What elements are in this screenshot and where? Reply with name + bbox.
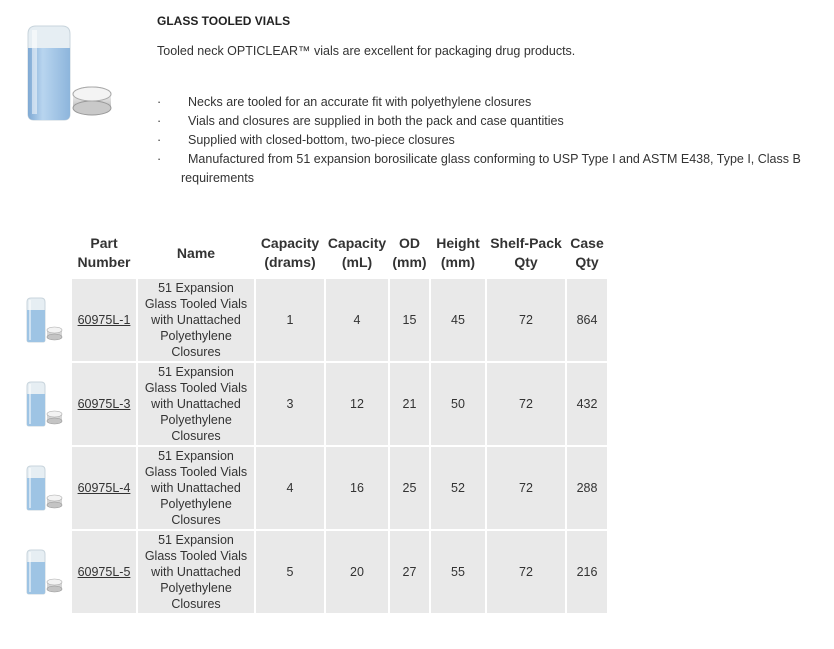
- header-case-qty: Case Qty: [570, 235, 604, 270]
- height-cell: 52: [431, 447, 485, 529]
- capacity-ml-cell: 16: [326, 447, 388, 529]
- name-cell: 51 Expansion Glass Tooled Vials with Unattached Polyethylene Closures: [138, 531, 254, 613]
- name-cell: 51 Expansion Glass Tooled Vials with Unattached Polyethylene Closures: [138, 279, 254, 361]
- case-qty-cell: 288: [567, 447, 607, 529]
- row-thumbnail: [18, 279, 70, 361]
- vial-thumbnail-icon: [24, 380, 64, 428]
- capacity-drams-cell: 1: [256, 279, 324, 361]
- height-cell: 50: [431, 363, 485, 445]
- bullet-marker: ·: [157, 95, 162, 109]
- od-cell: 15: [390, 279, 429, 361]
- od-cell: 27: [390, 531, 429, 613]
- case-qty-cell: 432: [567, 363, 607, 445]
- header-capacity-drams: Capacity (drams): [260, 235, 320, 270]
- feature-list: [157, 93, 817, 188]
- part-number-cell: [72, 531, 136, 613]
- header-shelf-pack-qty: Shelf-Pack Qty: [490, 235, 562, 270]
- height-cell: 45: [431, 279, 485, 361]
- row-thumbnail: [18, 447, 70, 529]
- bullet-marker: ·: [157, 133, 162, 147]
- vial-product-image: [22, 22, 134, 126]
- part-number-cell: [72, 363, 136, 445]
- od-cell: 25: [390, 447, 429, 529]
- capacity-ml-cell: 12: [326, 363, 388, 445]
- row-thumbnail: [18, 363, 70, 445]
- case-qty-cell: 864: [567, 279, 607, 361]
- intro-text: Tooled neck OPTICLEAR™ vials are excellent for packaging drug products.: [157, 44, 576, 58]
- row-thumbnail: [18, 531, 70, 613]
- part-number-link[interactable]: 60975L-5: [77, 565, 131, 579]
- capacity-drams-cell: 4: [256, 447, 324, 529]
- shelf-pack-qty-cell: 72: [487, 531, 565, 613]
- part-number-cell: [72, 447, 136, 529]
- part-number-link[interactable]: 60975L-4: [77, 481, 131, 495]
- header-height: Height (mm): [436, 235, 480, 270]
- capacity-drams-cell: 3: [256, 363, 324, 445]
- shelf-pack-qty-cell: 72: [487, 363, 565, 445]
- table-row: [18, 531, 607, 613]
- list-item: · Vials and closures are supplied in both the pack and case quantities: [157, 112, 817, 131]
- header-capacity-ml: Capacity (mL): [327, 235, 387, 270]
- product-table: [16, 227, 609, 615]
- vial-thumbnail-icon: [24, 464, 64, 512]
- shelf-pack-qty-cell: 72: [487, 447, 565, 529]
- part-number-link[interactable]: 60975L-1: [77, 313, 131, 327]
- header-name: Name: [176, 244, 216, 261]
- case-qty-cell: 216: [567, 531, 607, 613]
- table-row: [18, 279, 607, 361]
- table-row: [18, 363, 607, 445]
- bullet-marker: ·: [157, 114, 162, 128]
- page-title: GLASS TOOLED VIALS: [157, 14, 291, 28]
- capacity-ml-cell: 4: [326, 279, 388, 361]
- vial-thumbnail-icon: [24, 296, 64, 344]
- header-image-column: [18, 229, 70, 277]
- part-number-cell: [72, 279, 136, 361]
- od-cell: 21: [390, 363, 429, 445]
- capacity-drams-cell: 5: [256, 531, 324, 613]
- header-part-number: Part Number: [77, 235, 131, 270]
- table-row: [18, 447, 607, 529]
- shelf-pack-qty-cell: 72: [487, 279, 565, 361]
- height-cell: 55: [431, 531, 485, 613]
- bullet-marker: ·: [157, 152, 162, 166]
- list-item: · Necks are tooled for an accurate fit with polyethylene closures: [157, 93, 817, 112]
- capacity-ml-cell: 20: [326, 531, 388, 613]
- vial-thumbnail-icon: [24, 548, 64, 596]
- table-header-row: [18, 229, 607, 277]
- header-od: OD (mm): [392, 235, 427, 270]
- name-cell: 51 Expansion Glass Tooled Vials with Unattached Polyethylene Closures: [138, 447, 254, 529]
- name-cell: 51 Expansion Glass Tooled Vials with Unattached Polyethylene Closures: [138, 363, 254, 445]
- list-item: · Manufactured from 51 expansion borosilicate glass conforming to USP Type I and ASTM E438, Type I, Class B requirements: [157, 152, 801, 185]
- list-item: · Supplied with closed-bottom, two-piece closures: [157, 131, 817, 150]
- part-number-link[interactable]: 60975L-3: [77, 397, 131, 411]
